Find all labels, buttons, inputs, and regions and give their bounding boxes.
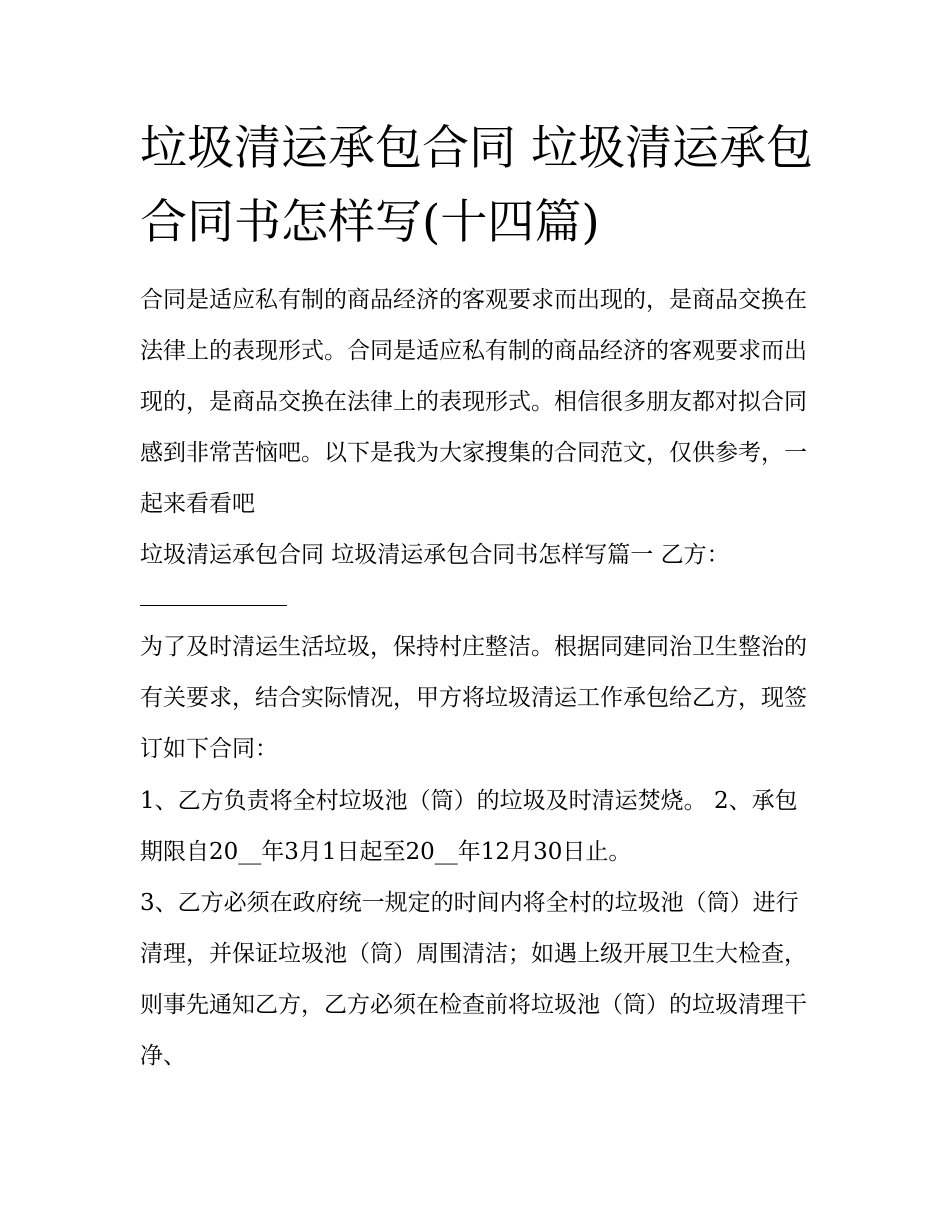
document-title: 垃圾清运承包合同 垃圾清运承包合同书怎样写(十四篇): [140, 121, 813, 250]
clause-3: 3、乙方必须在政府统一规定的时间内将全村的垃圾池（筒）进行清理，并保证垃圾池（筒）周围清洁；如遇上级开展卫生大检查，则事先通知乙方，乙方必须在检查前将垃圾池（筒）的垃圾清理干净、: [140, 890, 807, 1069]
clause-1-2: 1、乙方负责将全村垃圾池（筒）的垃圾及时清运焚烧。 2、承包期限自20__年3月1日起至20__年12月30日止。: [140, 788, 798, 865]
party-b-blank-line: [140, 605, 287, 606]
section-heading: 垃圾清运承包合同 垃圾清运承包合同书怎样写篇一 乙方：: [140, 542, 730, 568]
intro-paragraph: 合同是适应私有制的商品经济的客观要求而出现的，是商品交换在法律上的表现形式。合同是适应私有制的商品经济的客观要求而出现的，是商品交换在法律上的表现形式。相信很多朋友都对拟合同感到非常苦恼吧。以下是我为大家搜集的合同范文，仅供参考，一起来看看吧: [140, 287, 807, 517]
purpose-paragraph: 为了及时清运生活垃圾，保持村庄整洁。根据同建同治卫生整治的有关要求，结合实际情况，甲方将垃圾清运工作承包给乙方，现签订如下合同：: [140, 634, 807, 762]
